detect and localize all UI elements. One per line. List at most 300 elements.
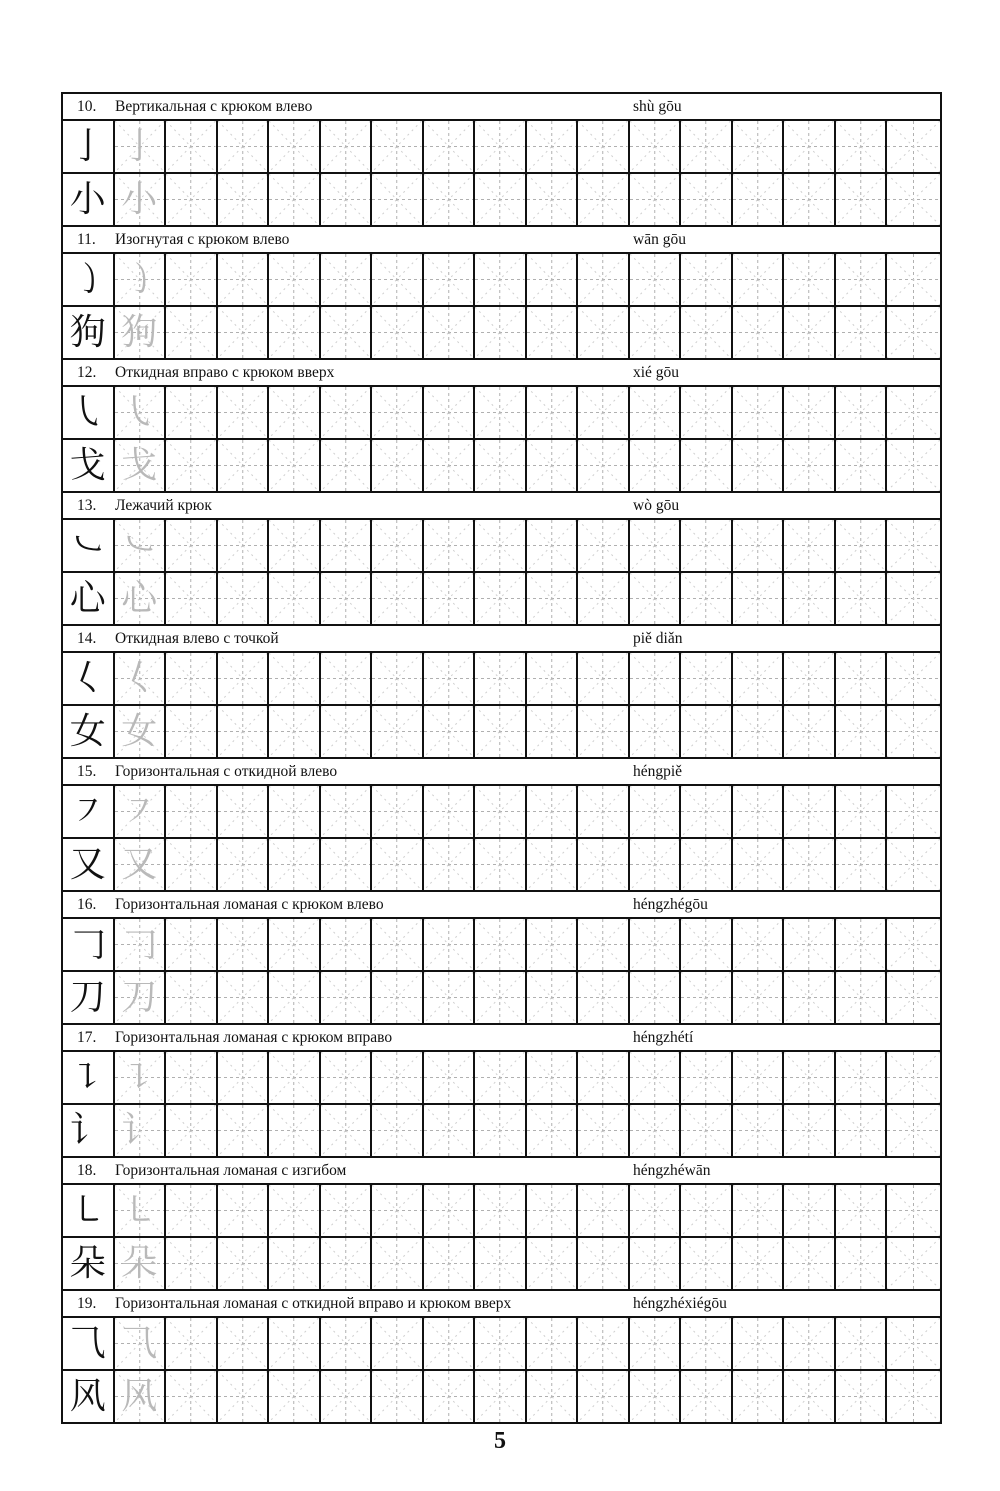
practice-cell xyxy=(269,1318,321,1369)
guide-lines xyxy=(630,1052,680,1103)
practice-cell xyxy=(733,706,785,757)
practice-cell xyxy=(321,786,373,837)
guide-lines xyxy=(784,440,834,491)
guide-lines xyxy=(578,254,628,305)
practice-cell xyxy=(681,919,733,970)
trace-character: 小 xyxy=(121,178,158,220)
guide-lines xyxy=(321,1371,371,1422)
guide-lines xyxy=(372,706,422,757)
practice-cell xyxy=(784,307,836,358)
guide-lines xyxy=(887,1105,940,1156)
practice-cell xyxy=(321,919,373,970)
guide-lines xyxy=(475,1238,525,1289)
practice-cell xyxy=(321,706,373,757)
practice-cell xyxy=(372,573,424,624)
practice-cell xyxy=(733,573,785,624)
guide-lines xyxy=(733,1318,783,1369)
stroke-section xyxy=(63,1158,940,1291)
practice-cell xyxy=(218,1318,270,1369)
guide-lines xyxy=(836,919,886,970)
practice-cell xyxy=(475,1318,527,1369)
practice-cell xyxy=(733,1105,785,1156)
practice-cell xyxy=(321,440,373,491)
practice-cell xyxy=(784,387,836,438)
practice-cell xyxy=(424,1371,476,1422)
model-character-cell xyxy=(63,307,115,358)
practice-cell xyxy=(887,307,940,358)
guide-lines xyxy=(527,174,577,225)
practice-cell xyxy=(630,1052,682,1103)
practice-cell xyxy=(166,786,218,837)
stroke-name: Горизонтальная ломаная с изгибом xyxy=(115,1162,347,1179)
practice-cell xyxy=(269,1105,321,1156)
practice-cell xyxy=(166,121,218,172)
guide-lines xyxy=(630,307,680,358)
guide-lines xyxy=(681,254,731,305)
guide-lines xyxy=(630,174,680,225)
practice-cell xyxy=(836,1371,888,1422)
practice-cell xyxy=(630,1185,682,1236)
practice-cell xyxy=(681,1318,733,1369)
practice-cell xyxy=(527,440,579,491)
guide-lines xyxy=(784,1052,834,1103)
model-stroke: 𠃌 xyxy=(69,923,106,965)
practice-cell xyxy=(166,573,218,624)
trace-stroke: 𠃌 xyxy=(121,923,158,965)
guide-lines xyxy=(578,387,628,438)
guide-lines xyxy=(527,919,577,970)
trace-character: 讠 xyxy=(121,1109,158,1151)
guide-lines xyxy=(733,121,783,172)
guide-lines xyxy=(321,786,371,837)
practice-cell xyxy=(166,1105,218,1156)
practice-cell xyxy=(218,786,270,837)
practice-cell xyxy=(218,254,270,305)
stroke-name: Лежачий крюк xyxy=(115,497,212,514)
practice-cell xyxy=(424,972,476,1023)
practice-cell xyxy=(372,174,424,225)
practice-cell xyxy=(269,653,321,704)
trace-stroke: ㇄ xyxy=(121,1189,158,1231)
guide-lines xyxy=(424,1371,474,1422)
practice-cell xyxy=(630,573,682,624)
guide-lines xyxy=(681,440,731,491)
guide-lines xyxy=(475,919,525,970)
guide-lines xyxy=(218,440,268,491)
practice-cell xyxy=(372,1052,424,1103)
guide-lines xyxy=(733,972,783,1023)
practice-cell xyxy=(527,573,579,624)
guide-lines xyxy=(269,1238,319,1289)
practice-cell xyxy=(372,706,424,757)
practice-cell xyxy=(733,839,785,890)
guide-lines xyxy=(578,919,628,970)
practice-cell xyxy=(269,1052,321,1103)
guide-lines xyxy=(578,121,628,172)
stroke-practice-row xyxy=(63,1052,940,1105)
guide-lines xyxy=(527,1105,577,1156)
guide-lines xyxy=(578,573,628,624)
stroke-pinyin: héngzhégōu xyxy=(633,896,708,913)
stroke-name: Откидная вправо с крюком вверх xyxy=(115,364,335,381)
guide-lines xyxy=(372,786,422,837)
guide-lines xyxy=(784,254,834,305)
guide-lines xyxy=(218,1105,268,1156)
guide-lines xyxy=(475,1185,525,1236)
practice-cell xyxy=(424,1318,476,1369)
guide-lines xyxy=(372,1185,422,1236)
stroke-section xyxy=(63,493,940,626)
guide-lines xyxy=(321,307,371,358)
practice-cell xyxy=(784,440,836,491)
trace-stroke-cell xyxy=(115,1185,167,1236)
model-character: 讠 xyxy=(69,1109,106,1151)
guide-lines xyxy=(784,839,834,890)
practice-cell xyxy=(218,440,270,491)
practice-cell xyxy=(475,706,527,757)
trace-stroke-cell xyxy=(115,786,167,837)
guide-lines xyxy=(372,1105,422,1156)
practice-cell xyxy=(836,1238,888,1289)
guide-lines xyxy=(475,972,525,1023)
guide-lines xyxy=(321,1052,371,1103)
guide-lines xyxy=(166,839,216,890)
trace-stroke-cell xyxy=(115,121,167,172)
guide-lines xyxy=(887,1371,940,1422)
model-stroke: ⺄ xyxy=(69,1322,106,1364)
practice-cell xyxy=(166,653,218,704)
practice-cell xyxy=(733,972,785,1023)
guide-lines xyxy=(269,520,319,571)
practice-cell xyxy=(321,1371,373,1422)
guide-lines xyxy=(784,786,834,837)
practice-cell xyxy=(630,1318,682,1369)
guide-lines xyxy=(887,307,940,358)
guide-lines xyxy=(784,706,834,757)
stroke-name: Горизонтальная ломаная с крюком влево xyxy=(115,896,384,913)
guide-lines xyxy=(321,440,371,491)
section-header xyxy=(63,1025,940,1052)
guide-lines xyxy=(166,1318,216,1369)
guide-lines xyxy=(887,1185,940,1236)
guide-lines xyxy=(475,387,525,438)
practice-cell xyxy=(269,174,321,225)
practice-cell xyxy=(887,706,940,757)
model-stroke: ㇁ xyxy=(69,258,106,300)
guide-lines xyxy=(630,573,680,624)
practice-cell xyxy=(836,919,888,970)
guide-lines xyxy=(218,254,268,305)
practice-cell xyxy=(321,839,373,890)
practice-cell xyxy=(630,972,682,1023)
practice-cell xyxy=(887,1371,940,1422)
practice-cell xyxy=(733,174,785,225)
practice-cell xyxy=(578,786,630,837)
practice-cell xyxy=(733,653,785,704)
trace-character-cell xyxy=(115,972,167,1023)
practice-cell xyxy=(321,1238,373,1289)
guide-lines xyxy=(218,786,268,837)
practice-cell xyxy=(475,520,527,571)
guide-lines xyxy=(784,307,834,358)
guide-lines xyxy=(733,1371,783,1422)
practice-cell xyxy=(784,972,836,1023)
practice-cell xyxy=(321,254,373,305)
guide-lines xyxy=(887,1318,940,1369)
character-practice-row xyxy=(63,307,940,360)
practice-cell xyxy=(887,1238,940,1289)
practice-cell xyxy=(784,1185,836,1236)
section-number: 13. xyxy=(77,497,97,514)
guide-lines xyxy=(218,307,268,358)
practice-cell xyxy=(733,1052,785,1103)
practice-cell xyxy=(578,573,630,624)
model-stroke-cell xyxy=(63,520,115,571)
guide-lines xyxy=(218,1052,268,1103)
guide-lines xyxy=(475,1371,525,1422)
guide-lines xyxy=(372,121,422,172)
practice-cell xyxy=(630,1105,682,1156)
guide-lines xyxy=(836,972,886,1023)
guide-lines xyxy=(372,839,422,890)
guide-lines xyxy=(424,1238,474,1289)
practice-cell xyxy=(475,1185,527,1236)
practice-cell xyxy=(166,972,218,1023)
trace-character: 又 xyxy=(121,843,158,885)
guide-lines xyxy=(681,1318,731,1369)
practice-cell xyxy=(372,653,424,704)
practice-cell xyxy=(887,1105,940,1156)
model-character: 又 xyxy=(69,843,106,885)
guide-lines xyxy=(424,121,474,172)
practice-cell xyxy=(578,520,630,571)
practice-cell xyxy=(578,387,630,438)
guide-lines xyxy=(733,653,783,704)
practice-cell xyxy=(630,653,682,704)
stroke-name: Откидная влево с точкой xyxy=(115,630,279,647)
practice-cell xyxy=(321,1318,373,1369)
guide-lines xyxy=(630,1105,680,1156)
trace-character: 心 xyxy=(121,577,158,619)
guide-lines xyxy=(527,1318,577,1369)
guide-lines xyxy=(578,1371,628,1422)
practice-cell xyxy=(630,706,682,757)
practice-cell xyxy=(424,1185,476,1236)
practice-cell xyxy=(527,786,579,837)
practice-cell xyxy=(475,307,527,358)
guide-lines xyxy=(578,174,628,225)
practice-cell xyxy=(887,1318,940,1369)
stroke-section xyxy=(63,360,940,493)
guide-lines xyxy=(218,520,268,571)
guide-lines xyxy=(166,653,216,704)
practice-cell xyxy=(218,1371,270,1422)
stroke-pinyin: héngzhéwān xyxy=(633,1162,711,1179)
practice-cell xyxy=(836,520,888,571)
guide-lines xyxy=(527,520,577,571)
guide-lines xyxy=(218,174,268,225)
guide-lines xyxy=(887,919,940,970)
practice-cell xyxy=(424,440,476,491)
guide-lines xyxy=(733,786,783,837)
guide-lines xyxy=(475,254,525,305)
practice-cell xyxy=(836,121,888,172)
guide-lines xyxy=(836,307,886,358)
trace-character: 戈 xyxy=(121,444,158,486)
guide-lines xyxy=(166,1052,216,1103)
stroke-name: Вертикальная с крюком влево xyxy=(115,98,313,115)
character-practice-row xyxy=(63,1105,940,1158)
trace-stroke: ㇃ xyxy=(121,524,158,566)
stroke-name: Изогнутая с крюком влево xyxy=(115,231,290,248)
guide-lines xyxy=(630,839,680,890)
guide-lines xyxy=(630,520,680,571)
stroke-practice-row xyxy=(63,653,940,706)
practice-cell xyxy=(836,1318,888,1369)
guide-lines xyxy=(578,839,628,890)
guide-lines xyxy=(321,387,371,438)
trace-stroke: 亅 xyxy=(121,125,158,167)
guide-lines xyxy=(578,653,628,704)
guide-lines xyxy=(475,706,525,757)
practice-cell xyxy=(424,520,476,571)
section-header xyxy=(63,94,940,121)
practice-cell xyxy=(527,706,579,757)
practice-cell xyxy=(424,1238,476,1289)
practice-cell xyxy=(578,174,630,225)
stroke-pinyin: wān gōu xyxy=(633,231,686,248)
model-stroke-cell xyxy=(63,1185,115,1236)
guide-lines xyxy=(733,1238,783,1289)
practice-cell xyxy=(836,573,888,624)
practice-cell xyxy=(424,1052,476,1103)
guide-lines xyxy=(681,972,731,1023)
stroke-section xyxy=(63,759,940,892)
practice-cell xyxy=(630,520,682,571)
practice-cell xyxy=(424,653,476,704)
practice-cell xyxy=(218,839,270,890)
practice-cell xyxy=(887,786,940,837)
guide-lines xyxy=(836,653,886,704)
guide-lines xyxy=(527,307,577,358)
practice-cell xyxy=(372,1238,424,1289)
section-number: 17. xyxy=(77,1029,97,1046)
guide-lines xyxy=(166,1105,216,1156)
guide-lines xyxy=(836,121,886,172)
stroke-practice-row xyxy=(63,520,940,573)
stroke-section xyxy=(63,1025,940,1158)
guide-lines xyxy=(887,387,940,438)
practice-cell xyxy=(269,786,321,837)
guide-lines xyxy=(372,1371,422,1422)
guide-lines xyxy=(733,387,783,438)
model-stroke-cell xyxy=(63,1318,115,1369)
practice-cell xyxy=(887,254,940,305)
guide-lines xyxy=(372,573,422,624)
guide-lines xyxy=(269,1371,319,1422)
practice-cell xyxy=(681,387,733,438)
guide-lines xyxy=(578,786,628,837)
guide-lines xyxy=(269,839,319,890)
trace-stroke: ㇊ xyxy=(121,1056,158,1098)
guide-lines xyxy=(578,706,628,757)
stroke-practice-row xyxy=(63,1185,940,1238)
practice-cell xyxy=(424,174,476,225)
trace-character-cell xyxy=(115,839,167,890)
practice-cell xyxy=(166,1052,218,1103)
practice-cell xyxy=(372,254,424,305)
practice-cell xyxy=(218,573,270,624)
guide-lines xyxy=(681,121,731,172)
practice-cell xyxy=(887,174,940,225)
guide-lines xyxy=(475,1105,525,1156)
practice-cell xyxy=(424,307,476,358)
guide-lines xyxy=(166,121,216,172)
guide-lines xyxy=(166,307,216,358)
guide-lines xyxy=(527,1238,577,1289)
guide-lines xyxy=(424,254,474,305)
guide-lines xyxy=(527,1185,577,1236)
guide-lines xyxy=(269,706,319,757)
trace-character: 刀 xyxy=(121,976,158,1018)
character-practice-row xyxy=(63,839,940,892)
guide-lines xyxy=(630,653,680,704)
guide-lines xyxy=(475,786,525,837)
trace-character: 狗 xyxy=(121,311,158,353)
practice-cell xyxy=(681,520,733,571)
practice-cell xyxy=(218,1052,270,1103)
guide-lines xyxy=(321,174,371,225)
guide-lines xyxy=(836,387,886,438)
practice-cell xyxy=(269,1371,321,1422)
practice-cell xyxy=(527,254,579,305)
guide-lines xyxy=(630,1185,680,1236)
guide-lines xyxy=(784,573,834,624)
practice-cell xyxy=(475,573,527,624)
guide-lines xyxy=(887,972,940,1023)
model-stroke: ㇃ xyxy=(69,524,106,566)
practice-cell xyxy=(527,1105,579,1156)
guide-lines xyxy=(372,653,422,704)
practice-cell xyxy=(269,573,321,624)
guide-lines xyxy=(784,1185,834,1236)
practice-cell xyxy=(681,706,733,757)
practice-cell xyxy=(527,307,579,358)
section-header xyxy=(63,759,940,786)
practice-cell xyxy=(630,254,682,305)
practice-cell xyxy=(475,1052,527,1103)
practice-cell xyxy=(527,1238,579,1289)
guide-lines xyxy=(424,573,474,624)
practice-cell xyxy=(475,254,527,305)
guide-lines xyxy=(784,1238,834,1289)
guide-lines xyxy=(733,1052,783,1103)
guide-lines xyxy=(733,706,783,757)
trace-stroke-cell xyxy=(115,919,167,970)
practice-cell xyxy=(321,1052,373,1103)
practice-cell xyxy=(475,786,527,837)
character-practice-row xyxy=(63,440,940,493)
guide-lines xyxy=(218,972,268,1023)
guide-lines xyxy=(578,1052,628,1103)
practice-cell xyxy=(784,653,836,704)
guide-lines xyxy=(630,786,680,837)
practice-cell xyxy=(578,1238,630,1289)
practice-cell xyxy=(475,972,527,1023)
guide-lines xyxy=(269,786,319,837)
guide-lines xyxy=(784,387,834,438)
section-header xyxy=(63,227,940,254)
